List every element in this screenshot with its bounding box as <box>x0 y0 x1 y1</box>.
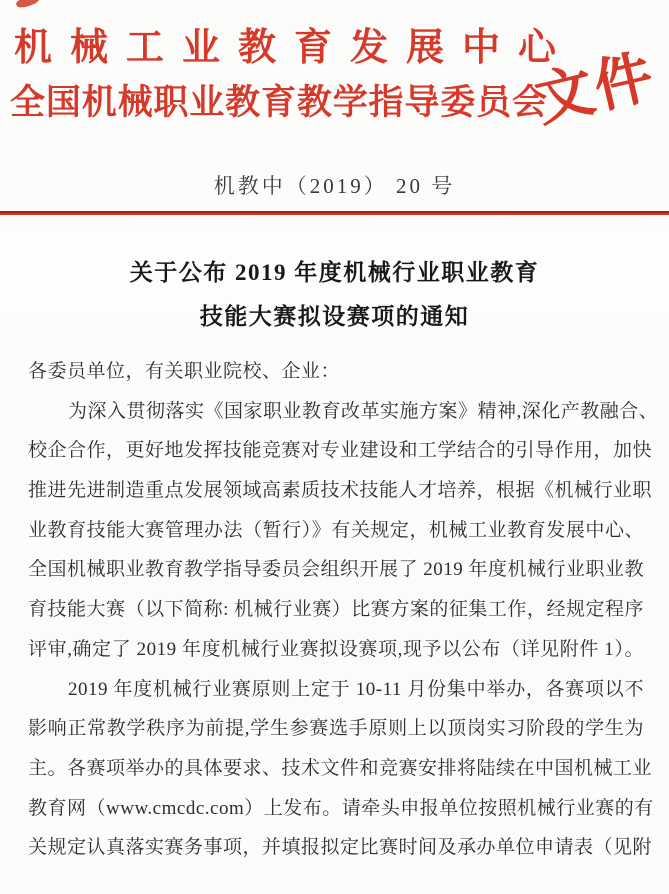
scan-stamp-mark <box>15 0 41 9</box>
header-doc-type-label: 文件 <box>529 43 662 134</box>
body-line: 影响正常教学秩序为前提,学生参赛选手原则上以顶岗实习阶段的学生为 <box>28 718 644 740</box>
body-line: 2019 年度机械行业赛原则上定于 10-11 月份集中举办，各赛项以不 <box>68 678 644 700</box>
doc-title-line1: 关于公布 2019 年度机械行业职业教育 <box>129 260 540 285</box>
body-line: 全国机械职业教育教学指导委员会组织开展了 2019 年度机械行业职业教 <box>28 559 645 581</box>
body-line: 育技能大赛（以下简称: 机械行业赛）比赛方案的征集工作，经规定程序 <box>28 599 644 621</box>
body-line: 为深入贯彻落实《国家职业教育改革实施方案》精神,深化产教融合、 <box>68 400 659 422</box>
body-line: 推进先进制造重点发展领域高素质技术技能人才培养，根据《机械行业职 <box>28 480 653 502</box>
body-text <box>28 352 659 868</box>
red-separator-rule <box>0 211 669 215</box>
body-line: 关规定认真落实赛务事项，并填报拟定比赛时间及承办单位申请表（见附 <box>28 837 653 859</box>
body-line: 评审,确定了 2019 年度机械行业赛拟设赛项,现予以公布（详见附件 1）。 <box>28 638 644 660</box>
doc-title-line2: 技能大赛拟设赛项的通知 <box>199 304 470 329</box>
header-org-line2: 全国机械职业教育教学指导委员会 <box>10 83 547 122</box>
body-line: 主。各赛项举办的具体要求、技术文件和竞赛安排将陆续在中国机械工业 <box>28 757 653 779</box>
body-line: 校企合作，更好地发挥技能竞赛对专业建设和工学结合的引导作用，加快 <box>28 440 653 462</box>
body-line: 各委员单位，有关职业院校、企业： <box>28 361 341 382</box>
body-line: 教育网（www.cmcdc.com）上发布。请牵头申报单位按照机械行业赛的有 <box>28 797 654 819</box>
header-org-line1: 机械工业教育发展中心 <box>14 27 556 69</box>
body-line: 业教育技能大赛管理办法（暂行）》有关规定，机械工业教育发展中心、 <box>28 519 644 541</box>
doc-number: 机教中（2019） 20 号 <box>213 174 456 198</box>
doc-title <box>0 251 669 339</box>
